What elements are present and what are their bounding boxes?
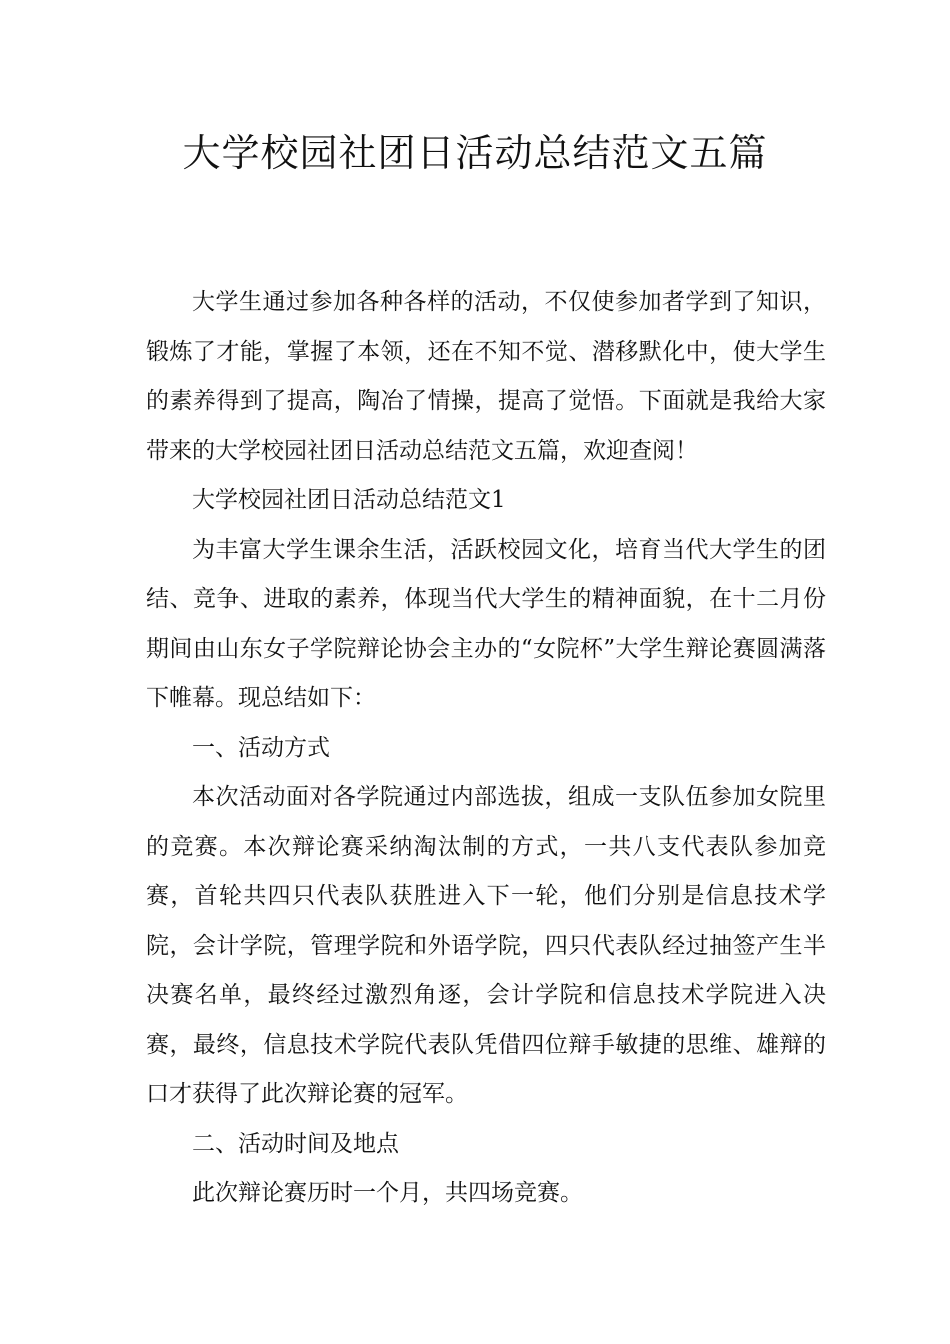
section-heading-time-location: 二、活动时间及地点 — [192, 1130, 399, 1157]
body-paragraph: 此次辩论赛历时一个月，共四场竞赛。 — [192, 1180, 583, 1206]
body-paragraph: 为丰富大学生课余生活，活跃校园文化，培育当代大学生的团结、竞争、进取的素养，体现当代大学生的精神面貌，在十二月份期间由山东女子学院辩论协会主办的“女院杯”大学生辩论赛圆满落下帷幕。现总结如下： — [146, 536, 826, 711]
document-title: 大学校园社团日活动总结范文五篇 — [182, 131, 768, 175]
intro-paragraph: 大学生通过参加各种各样的活动，不仅使参加者学到了知识，锻炼了才能，掌握了本领，还在不知不觉、潜移默化中，使大学生的素养得到了提高，陶冶了情操，提高了觉悟。下面就是我给大家带来的大学校园社团日活动总结范文五篇，欢迎查阅！ — [146, 289, 826, 464]
section-heading-article-1: 大学校园社团日活动总结范文1 — [192, 487, 506, 513]
body-paragraph: 本次活动面对各学院通过内部选拔，组成一支队伍参加女院里的竞赛。本次辩论赛采纳淘汰制的方式，一共八支代表队参加竞赛，首轮共四只代表队获胜进入下一轮，他们分别是信息技术学院，会计学院，管理学院和外语学院，四只代表队经过抽签产生半决赛名单，最终经过激烈角逐，会计学院和信息技术学院进入决赛，最终，信息技术学院代表队凭借四位辩手敏捷的思维、雄辩的口才获得了此次辩论赛的冠军。 — [146, 784, 826, 1107]
document-body — [146, 278, 826, 1219]
section-heading-activity-format: 一、活动方式 — [192, 734, 330, 761]
